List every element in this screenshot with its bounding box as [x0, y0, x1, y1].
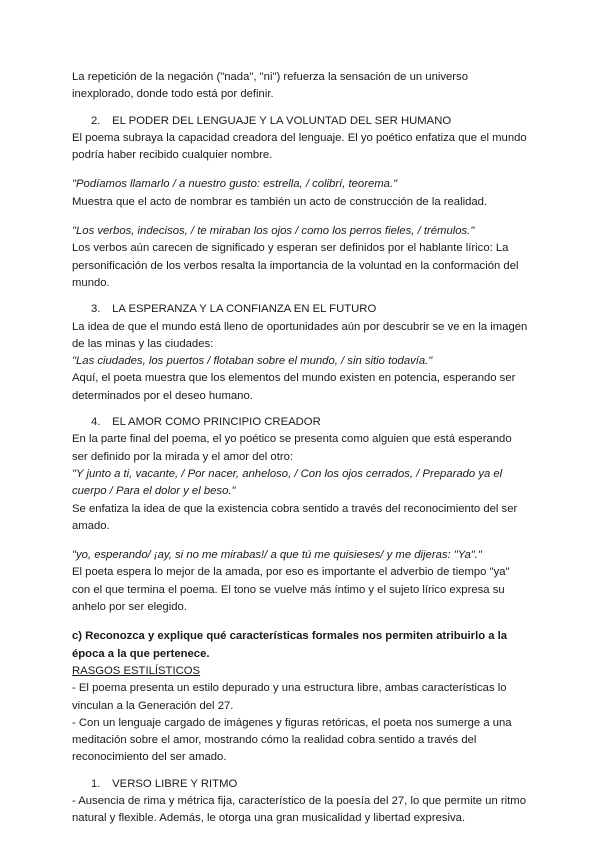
section-4-paragraph-3: El poeta espera lo mejor de la amada, por eso es importante el adverbio de tiempo "ya" con el que termina el poema. El tono se vuelve más íntimo y el sujeto lírico expresa su anhelo por ser elegido.: [72, 566, 510, 614]
section-4-heading: [72, 414, 528, 431]
verso-libre-title: VERSO LIBRE Y RITMO: [112, 777, 238, 790]
verso-libre-number: 1.: [91, 777, 101, 790]
section-4-title: EL AMOR COMO PRINCIPIO CREADOR: [112, 416, 321, 429]
section-2-paragraph: El poema subraya la capacidad creadora del lenguaje. El yo poético enfatiza que el mundo podría haber recibido cualquier nombre.: [72, 131, 527, 162]
section-3-paragraph: La idea de que el mundo está lleno de oportunidades aún por descubrir se ve en la imagen de las minas y las ciudades:: [72, 320, 528, 350]
rasgos-bullet-2: - Con un lenguaje cargado de imágenes y figuras retóricas, el poeta nos sumerge a una meditación sobre el amor, mostrando cómo la realidad cobra sentido a través del reconocimiento del ser amado.: [72, 716, 512, 764]
section-4-paragraph: En la parte final del poema, el yo poético se presenta como alguien que está esperando ser definido por la mirada y el amor del otro:: [72, 433, 512, 463]
document-body: [72, 69, 528, 828]
verso-libre-paragraph: - Ausencia de rima y métrica fija, característico de la poesía del 27, lo que permite un ritmo natural y flexible. Además, le otorga una gran musicalidad y libertad expresiva.: [72, 794, 526, 825]
section-4-paragraph-2: Se enfatiza la idea de que la existencia cobra sentido a través del reconocimiento del ser amado.: [72, 502, 518, 532]
intro-paragraph: La repetición de la negación ("nada", "ni") refuerza la sensación de un universo inexplorado, donde todo está por definir.: [72, 71, 468, 101]
section-3-title: LA ESPERANZA Y LA CONFIANZA EN EL FUTURO: [112, 303, 377, 316]
verso-libre-heading: [72, 776, 528, 793]
section-2-number: 2.: [91, 114, 101, 127]
section-2-paragraph-2: Muestra que el acto de nombrar es también un acto de construcción de la realidad.: [72, 195, 488, 208]
question-c: c) Reconozca y explique qué características formales nos permiten atribuirlo a la época a la que pertenece.: [72, 630, 508, 660]
section-2-paragraph-3: Los verbos aún carecen de significado y esperan ser definidos por el hablante lírico: La personificación de los verbos resalta la importancia de la voluntad en la conformación del mundo.: [72, 242, 519, 289]
section-4-quote-1: "Y junto a ti, vacante, / Por nacer, anheloso, / Con los ojos cerrados, / Preparado ya el cuerpo / Para el dolor y el beso.": [72, 467, 503, 498]
section-4-quote-2: "yo, esperando/ ¡ay, si no me mirabas!/ a que tú me quisieses/ y me dijeras: "Ya".": [72, 549, 482, 562]
section-3-number: 3.: [91, 303, 101, 316]
section-2-heading: [72, 113, 528, 130]
section-2-title: EL PODER DEL LENGUAJE Y LA VOLUNTAD DEL SER HUMANO: [112, 114, 452, 127]
section-3-quote: "Las ciudades, los puertos / flotaban sobre el mundo, / sin sitio todavía.": [72, 355, 433, 368]
rasgos-subheading: RASGOS ESTILÍSTICOS: [72, 664, 201, 677]
rasgos-bullet-1: - El poema presenta un estilo depurado y una estructura libre, ambas características lo vinculan a la Generación del 27.: [72, 682, 507, 712]
section-2-quote-1: "Podíamos llamarlo / a nuestro gusto: estrella, / colibrí, teorema.": [72, 178, 398, 191]
section-2-quote-2: "Los verbos, indecisos, / te miraban los ojos / como los perros fieles, / trémulos.": [72, 225, 475, 238]
section-3-heading: [72, 301, 528, 318]
section-3-paragraph-2: Aquí, el poeta muestra que los elementos del mundo existen en potencia, esperando ser determinados por el deseo humano.: [72, 372, 516, 402]
section-4-number: 4.: [91, 416, 101, 429]
